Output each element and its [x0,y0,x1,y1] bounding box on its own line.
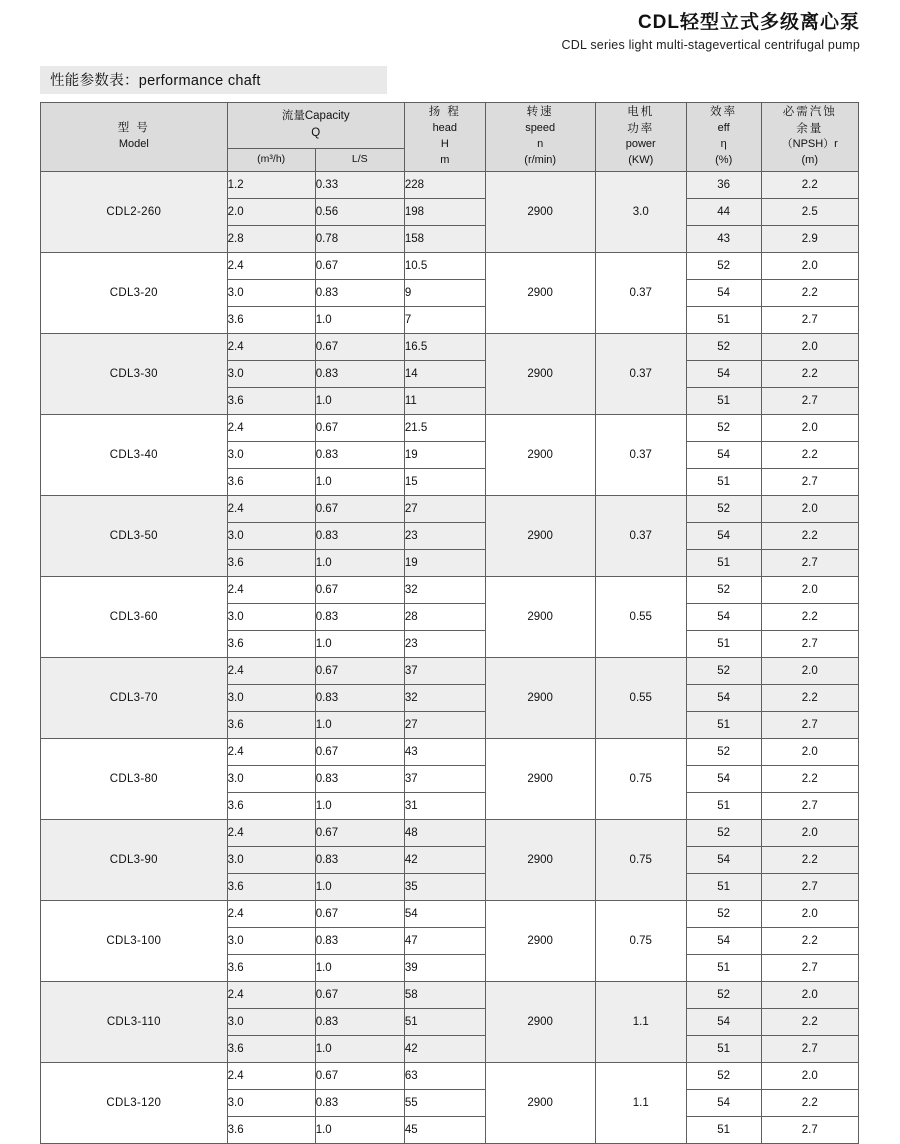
cell-capacity-m3h: 2.4 [227,900,315,927]
cell-capacity-ls: 0.67 [315,657,404,684]
cell-capacity-m3h: 2.4 [227,252,315,279]
cell-head: 28 [404,603,485,630]
document-title-cn: CDL轻型立式多级离心泵 [637,12,860,33]
cell-capacity-m3h: 3.6 [227,792,315,819]
cell-eff: 54 [686,846,761,873]
cell-speed: 2900 [485,657,595,738]
cell-head: 14 [404,360,485,387]
cell-capacity-m3h: 3.6 [227,630,315,657]
cell-capacity-ls: 0.67 [315,576,404,603]
cell-capacity-ls: 0.67 [315,1062,404,1089]
cell-capacity-m3h: 3.6 [227,711,315,738]
cell-eff: 51 [686,306,761,333]
header-cell-model [41,102,228,171]
cell-head: 27 [404,495,485,522]
cell-head: 10.5 [404,252,485,279]
cell-eff: 54 [686,684,761,711]
cell-capacity-m3h: 3.0 [227,360,315,387]
cell-npsh: 2.2 [761,1089,859,1116]
header-head-en: head [432,122,458,135]
cell-npsh: 2.2 [761,765,859,792]
table-row [41,171,859,198]
cell-capacity-ls: 0.83 [315,1089,404,1116]
header-eff-unit: (%) [715,153,733,166]
table-row [41,252,859,279]
cell-eff: 36 [686,171,761,198]
header-speed-sym: n [537,138,544,150]
cell-eff: 51 [686,468,761,495]
table-row [41,981,859,1008]
cell-npsh: 2.7 [761,954,859,981]
cell-eff: 51 [686,549,761,576]
cell-eff: 51 [686,1035,761,1062]
cell-head: 42 [404,1035,485,1062]
cell-head: 23 [404,630,485,657]
cell-power: 0.37 [595,495,686,576]
cell-power: 0.75 [595,900,686,981]
header-capacity-sym: Q [311,127,321,140]
cell-head: 15 [404,468,485,495]
cell-capacity-ls: 1.0 [315,954,404,981]
cell-capacity-ls: 1.0 [315,468,404,495]
cell-npsh: 2.2 [761,603,859,630]
cell-model: CDL3-110 [41,981,228,1062]
cell-capacity-ls: 0.78 [315,225,404,252]
cell-capacity-ls: 1.0 [315,549,404,576]
cell-capacity-ls: 0.83 [315,522,404,549]
header-eff-sym: η [720,138,727,150]
cell-npsh: 2.7 [761,549,859,576]
cell-capacity-m3h: 3.0 [227,927,315,954]
cell-head: 228 [404,171,485,198]
cell-head: 27 [404,711,485,738]
cell-npsh: 2.7 [761,711,859,738]
table-row [41,576,859,603]
cell-capacity-m3h: 3.6 [227,549,315,576]
cell-capacity-ls: 0.83 [315,765,404,792]
cell-capacity-ls: 0.83 [315,603,404,630]
table-row [41,495,859,522]
table-header [41,102,859,171]
cell-eff: 54 [686,603,761,630]
cell-capacity-m3h: 2.0 [227,198,315,225]
header-cell-capacity-unit-ls: L/S [315,148,404,171]
cell-capacity-m3h: 1.2 [227,171,315,198]
document-header [0,0,900,52]
table-row [41,819,859,846]
cell-eff: 54 [686,360,761,387]
cell-eff: 52 [686,657,761,684]
cell-model: CDL3-60 [41,576,228,657]
cell-eff: 51 [686,873,761,900]
cell-capacity-ls: 0.83 [315,1008,404,1035]
cell-power: 0.75 [595,738,686,819]
cell-eff: 52 [686,981,761,1008]
cell-head: 51 [404,1008,485,1035]
cell-head: 198 [404,198,485,225]
cell-npsh: 2.0 [761,333,859,360]
cell-capacity-ls: 0.56 [315,198,404,225]
cell-npsh: 2.7 [761,792,859,819]
cell-npsh: 2.0 [761,738,859,765]
cell-npsh: 2.2 [761,522,859,549]
cell-npsh: 2.0 [761,1062,859,1089]
table-row [41,657,859,684]
cell-npsh: 2.0 [761,900,859,927]
cell-head: 31 [404,792,485,819]
cell-model: CDL3-30 [41,333,228,414]
header-capacity-cn: 流量Capacity [281,110,350,123]
cell-model: CDL3-50 [41,495,228,576]
header-npsh-unit: (m) [801,154,818,167]
cell-head: 58 [404,981,485,1008]
cell-capacity-m3h: 3.0 [227,765,315,792]
cell-npsh: 2.0 [761,981,859,1008]
cell-power: 0.55 [595,576,686,657]
cell-capacity-m3h: 3.6 [227,468,315,495]
cell-eff: 51 [686,711,761,738]
cell-eff: 54 [686,279,761,306]
header-eff-cn: 效率 [710,106,738,119]
cell-npsh: 2.2 [761,846,859,873]
cell-capacity-ls: 1.0 [315,387,404,414]
cell-npsh: 2.2 [761,360,859,387]
cell-power: 0.37 [595,333,686,414]
cell-eff: 54 [686,765,761,792]
cell-npsh: 2.7 [761,1116,859,1143]
section-bar-label: 性能参数表：performance chaft [50,73,261,90]
cell-npsh: 2.7 [761,387,859,414]
cell-npsh: 2.9 [761,225,859,252]
cell-capacity-m3h: 3.0 [227,684,315,711]
cell-capacity-ls: 0.83 [315,846,404,873]
cell-capacity-ls: 1.0 [315,711,404,738]
cell-npsh: 2.2 [761,1008,859,1035]
cell-capacity-m3h: 2.4 [227,414,315,441]
cell-speed: 2900 [485,1062,595,1143]
cell-speed: 2900 [485,495,595,576]
cell-speed: 2900 [485,171,595,252]
cell-npsh: 2.0 [761,819,859,846]
cell-model: CDL3-80 [41,738,228,819]
cell-head: 19 [404,441,485,468]
cell-model: CDL3-120 [41,1062,228,1143]
header-power-cn: 电机 [627,106,655,119]
cell-npsh: 2.5 [761,198,859,225]
cell-eff: 52 [686,576,761,603]
cell-capacity-m3h: 3.6 [227,1035,315,1062]
cell-capacity-ls: 0.67 [315,819,404,846]
cell-model: CDL2-260 [41,171,228,252]
cell-capacity-m3h: 2.4 [227,333,315,360]
table-row [41,333,859,360]
cell-power: 0.37 [595,414,686,495]
cell-npsh: 2.7 [761,873,859,900]
cell-npsh: 2.7 [761,630,859,657]
cell-speed: 2900 [485,252,595,333]
cell-npsh: 2.0 [761,414,859,441]
cell-eff: 52 [686,738,761,765]
cell-capacity-m3h: 3.0 [227,279,315,306]
cell-eff: 54 [686,1089,761,1116]
cell-eff: 54 [686,1008,761,1035]
cell-power: 3.0 [595,171,686,252]
cell-capacity-ls: 0.67 [315,252,404,279]
cell-capacity-ls: 1.0 [315,1116,404,1143]
cell-capacity-m3h: 3.0 [227,522,315,549]
cell-power: 1.1 [595,981,686,1062]
cell-npsh: 2.2 [761,171,859,198]
cell-model: CDL3-100 [41,900,228,981]
cell-head: 32 [404,576,485,603]
cell-capacity-ls: 1.0 [315,873,404,900]
header-cell-capacity [227,102,404,148]
cell-npsh: 2.2 [761,279,859,306]
cell-npsh: 2.0 [761,495,859,522]
cell-model: CDL3-40 [41,414,228,495]
header-head-sym: H [440,138,449,150]
cell-eff: 52 [686,1062,761,1089]
header-head-unit: m [440,153,450,166]
cell-capacity-ls: 0.83 [315,684,404,711]
header-npsh-en: （NPSH）r [781,138,838,151]
cell-speed: 2900 [485,819,595,900]
cell-npsh: 2.0 [761,657,859,684]
cell-power: 0.37 [595,252,686,333]
cell-npsh: 2.2 [761,441,859,468]
cell-head: 16.5 [404,333,485,360]
cell-capacity-m3h: 3.0 [227,441,315,468]
cell-npsh: 2.2 [761,684,859,711]
header-npsh-cn2: 余量 [796,122,824,135]
cell-capacity-ls: 0.67 [315,414,404,441]
cell-eff: 51 [686,954,761,981]
header-eff-en: eff [717,122,730,135]
cell-capacity-m3h: 2.4 [227,657,315,684]
cell-head: 21.5 [404,414,485,441]
header-cell-power [595,102,686,171]
cell-eff: 44 [686,198,761,225]
header-speed-unit: (r/min) [524,153,557,166]
cell-capacity-ls: 0.67 [315,333,404,360]
table-row [41,900,859,927]
table-row [41,738,859,765]
header-cell-capacity-unit-m3h: (m³/h) [227,148,315,171]
document-title-en: CDL series light multi-stagevertical centrifugal pump [561,37,860,52]
cell-eff: 52 [686,900,761,927]
cell-capacity-ls: 0.33 [315,171,404,198]
table-row [41,414,859,441]
cell-npsh: 2.0 [761,576,859,603]
cell-head: 9 [404,279,485,306]
cell-eff: 54 [686,522,761,549]
cell-capacity-ls: 0.67 [315,981,404,1008]
cell-head: 11 [404,387,485,414]
cell-speed: 2900 [485,981,595,1062]
cell-capacity-m3h: 2.4 [227,819,315,846]
cell-npsh: 2.7 [761,468,859,495]
cell-capacity-m3h: 3.0 [227,603,315,630]
cell-npsh: 2.7 [761,1035,859,1062]
cell-head: 45 [404,1116,485,1143]
cell-power: 1.1 [595,1062,686,1143]
cell-head: 47 [404,927,485,954]
cell-capacity-ls: 0.83 [315,279,404,306]
cell-eff: 52 [686,495,761,522]
cell-speed: 2900 [485,414,595,495]
cell-head: 42 [404,846,485,873]
cell-npsh: 2.2 [761,927,859,954]
cell-eff: 43 [686,225,761,252]
cell-speed: 2900 [485,738,595,819]
table-row [41,1062,859,1089]
cell-eff: 51 [686,387,761,414]
cell-capacity-m3h: 3.0 [227,846,315,873]
cell-eff: 54 [686,441,761,468]
header-power-unit: (KW) [628,154,654,167]
cell-capacity-ls: 0.83 [315,441,404,468]
table-body [41,171,859,1143]
cell-eff: 51 [686,792,761,819]
header-cell-eff [686,102,761,171]
cell-npsh: 2.7 [761,306,859,333]
cell-head: 7 [404,306,485,333]
header-cell-speed [485,102,595,171]
cell-head: 43 [404,738,485,765]
cell-capacity-ls: 1.0 [315,306,404,333]
cell-eff: 52 [686,819,761,846]
cell-npsh: 2.0 [761,252,859,279]
cell-capacity-m3h: 3.6 [227,954,315,981]
cell-capacity-m3h: 3.6 [227,1116,315,1143]
cell-head: 55 [404,1089,485,1116]
performance-table [40,102,859,1144]
cell-capacity-m3h: 2.4 [227,738,315,765]
cell-head: 37 [404,765,485,792]
cell-eff: 51 [686,1116,761,1143]
cell-head: 35 [404,873,485,900]
cell-capacity-m3h: 3.0 [227,1089,315,1116]
header-speed-cn: 转速 [526,106,554,119]
cell-capacity-ls: 0.67 [315,738,404,765]
cell-capacity-ls: 1.0 [315,1035,404,1062]
cell-capacity-ls: 0.83 [315,927,404,954]
cell-capacity-ls: 0.67 [315,495,404,522]
cell-head: 23 [404,522,485,549]
cell-eff: 52 [686,252,761,279]
cell-capacity-m3h: 3.0 [227,1008,315,1035]
cell-head: 19 [404,549,485,576]
cell-capacity-m3h: 2.4 [227,1062,315,1089]
cell-model: CDL3-70 [41,657,228,738]
cell-capacity-ls: 1.0 [315,630,404,657]
cell-model: CDL3-90 [41,819,228,900]
cell-eff: 52 [686,333,761,360]
cell-power: 0.75 [595,819,686,900]
header-model-en: Model [118,138,149,150]
header-cell-npsh [761,102,859,171]
header-power-en: power [625,138,656,151]
cell-head: 54 [404,900,485,927]
cell-head: 158 [404,225,485,252]
cell-capacity-ls: 0.67 [315,900,404,927]
cell-head: 37 [404,657,485,684]
cell-capacity-m3h: 2.8 [227,225,315,252]
header-npsh-cn: 必需汽蚀 [782,106,837,119]
cell-speed: 2900 [485,333,595,414]
header-head-cn: 扬 程 [428,106,461,119]
cell-capacity-m3h: 2.4 [227,576,315,603]
cell-power: 0.55 [595,657,686,738]
cell-capacity-m3h: 2.4 [227,981,315,1008]
header-power-cn2: 功率 [627,122,655,135]
cell-head: 32 [404,684,485,711]
cell-eff: 52 [686,414,761,441]
header-model-cn: 型 号 [117,122,150,135]
cell-capacity-ls: 1.0 [315,792,404,819]
cell-head: 48 [404,819,485,846]
cell-capacity-ls: 0.83 [315,360,404,387]
cell-capacity-m3h: 2.4 [227,495,315,522]
cell-capacity-m3h: 3.6 [227,306,315,333]
cell-capacity-m3h: 3.6 [227,387,315,414]
cell-head: 63 [404,1062,485,1089]
cell-eff: 51 [686,630,761,657]
cell-capacity-m3h: 3.6 [227,873,315,900]
cell-model: CDL3-20 [41,252,228,333]
cell-speed: 2900 [485,900,595,981]
cell-eff: 54 [686,927,761,954]
cell-speed: 2900 [485,576,595,657]
header-speed-en: speed [525,122,556,135]
header-cell-head [404,102,485,171]
section-bar [40,66,387,94]
cell-head: 39 [404,954,485,981]
